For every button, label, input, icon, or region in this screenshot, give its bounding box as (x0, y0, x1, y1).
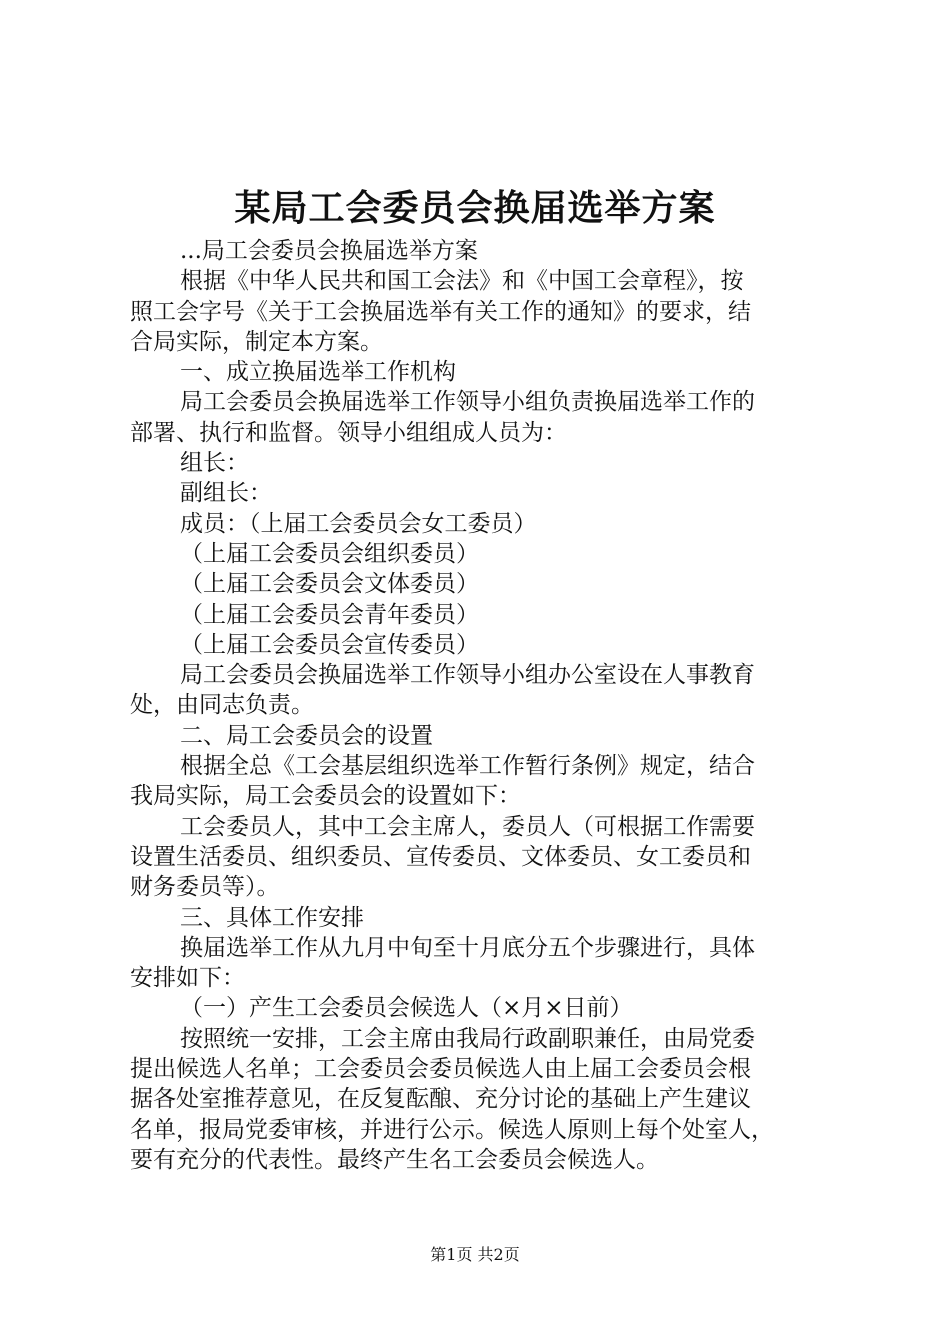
list-item: （上届工会委员会组织委员） (180, 540, 479, 567)
document-title: 某局工会委员会换届选举方案 (234, 187, 716, 229)
list-item: （上届工会委员会青年委员） (180, 601, 479, 628)
section-heading: 三、具体工作安排 (180, 904, 364, 931)
body-line: 我局实际，局工会委员会的设置如下： (130, 783, 521, 810)
body-line: 设置生活委员、组织委员、宣传委员、文体委员、女工委员和 (130, 843, 751, 870)
body-line: 局工会委员会换届选举工作领导小组办公室设在人事教育 (180, 662, 755, 689)
body-line: 根据全总《工会基层组织选举工作暂行条例》规定，结合 (180, 753, 755, 780)
body-line: 根据《中华人民共和国工会法》和《中国工会章程》，按 (180, 268, 744, 295)
section-heading: 二、局工会委员会的设置 (180, 722, 433, 749)
body-line: 财务委员等）。 (130, 874, 280, 901)
list-item: （上届工会委员会宣传委员） (180, 631, 479, 658)
body-line: 名单，报局党委审核，并进行公示。候选人原则上每个处室人， (130, 1116, 774, 1143)
list-item: 组长： (180, 450, 249, 477)
body-line: 处，由同志负责。 (130, 692, 314, 719)
body-line: 局工会委员会换届选举工作领导小组负责换届选举工作的 (180, 389, 755, 416)
body-line: ...局工会委员会换届选举方案 (180, 238, 478, 264)
body-line: 合局实际，制定本方案。 (130, 328, 383, 355)
body-line: 据各处室推荐意见，在反复酝酿、充分讨论的基础上产生建议 (130, 1086, 751, 1113)
body-line: 要有充分的代表性。最终产生名工会委员会候选人。 (130, 1146, 659, 1173)
body-line: 照工会字号《关于工会换届选举有关工作的通知》的要求，结 (130, 298, 751, 325)
list-item: 成员：（上届工会委员会女工委员） (180, 510, 537, 537)
subsection-heading: （一）产生工会委员会候选人（×月×日前） (180, 995, 633, 1022)
section-heading: 一、成立换届选举工作机构 (180, 359, 456, 386)
body-line: 按照统一安排，工会主席由我局行政副职兼任，由局党委 (180, 1025, 755, 1052)
document-body (130, 236, 835, 1175)
body-line: 安排如下： (130, 965, 245, 992)
body-line: 部署、执行和监督。领导小组组成人员为： (130, 419, 567, 446)
body-line: 工会委员人，其中工会主席人，委员人（可根据工作需要 (180, 813, 755, 840)
body-line: 换届选举工作从九月中旬至十月底分五个步骤进行，具体 (180, 934, 755, 961)
list-item: （上届工会委员会文体委员） (180, 571, 479, 598)
list-item: 副组长： (180, 480, 272, 507)
body-line: 提出候选人名单；工会委员会委员候选人由上届工会委员会根 (130, 1056, 751, 1083)
page-number: 第1页 共2页 (430, 1245, 520, 1264)
